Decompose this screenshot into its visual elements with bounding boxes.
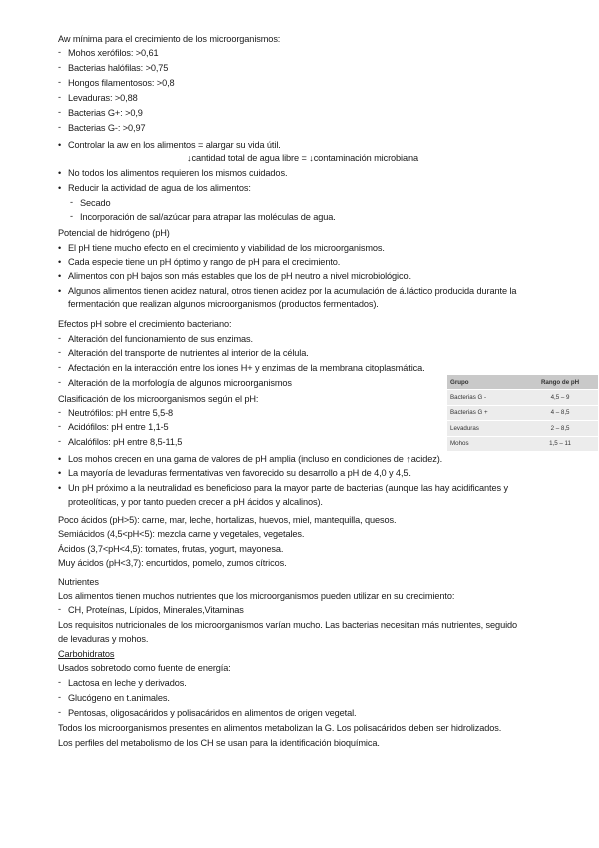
bullet-marker: • bbox=[58, 468, 62, 478]
table-header: Rango de pH bbox=[522, 375, 598, 390]
bullet-marker: • bbox=[58, 140, 62, 150]
dash-marker: ‐ bbox=[70, 197, 74, 207]
bullet-text: Controlar la aw en los alimentos = alargar su vida útil. bbox=[68, 140, 281, 150]
table-row bbox=[447, 405, 598, 421]
dash-marker: ‐ bbox=[58, 377, 62, 387]
carbohidratos-title: Carbohidratos bbox=[58, 649, 115, 659]
dash-marker: ‐ bbox=[58, 107, 62, 117]
table-cell: 4 – 8,5 bbox=[522, 405, 598, 421]
table-row bbox=[447, 436, 598, 451]
table-cell: Bacterias G + bbox=[447, 405, 522, 421]
acidity-line: Ácidos (3,7<pH<4,5): tomates, frutas, yogurt, mayonesa. bbox=[58, 544, 284, 554]
dash-marker: ‐ bbox=[58, 407, 62, 417]
bullet-marker: • bbox=[58, 257, 62, 267]
bullet-text: Los mohos crecen en una gama de valores de pH amplia (incluso en condiciones de ↑acidez). bbox=[68, 454, 443, 464]
table-cell: Levaduras bbox=[447, 421, 522, 437]
dash-marker: ‐ bbox=[58, 604, 62, 614]
list-item: Alcalófilos: pH entre 8,5-11,5 bbox=[68, 437, 183, 447]
dash-marker: ‐ bbox=[58, 436, 62, 446]
table-row bbox=[447, 421, 598, 437]
table-cell: Mohos bbox=[447, 436, 522, 451]
clasif-title: Clasificación de los microorganismos según el pH: bbox=[58, 394, 259, 404]
list-item: Bacterias halófilas: >0,75 bbox=[68, 63, 169, 73]
paragraph: Los requisitos nutricionales de los microorganismos varían mucho. Las bacterias necesitan más nutrientes, seguido bbox=[58, 620, 518, 630]
table-cell: Bacterias G - bbox=[447, 390, 522, 406]
bullet-marker: • bbox=[58, 168, 62, 178]
paragraph-cont: de levaduras y mohos. bbox=[58, 634, 149, 644]
list-item: Bacterias G+: >0,9 bbox=[68, 108, 143, 118]
table-cell: 4,5 – 9 bbox=[522, 390, 598, 406]
table-cell: 1,5 – 11 bbox=[522, 436, 598, 451]
paragraph: Usados sobretodo como fuente de energía: bbox=[58, 663, 231, 673]
bullet-marker: • bbox=[58, 483, 62, 493]
list-item: Secado bbox=[80, 198, 111, 208]
ph-range-table bbox=[447, 375, 598, 451]
paragraph: Los perfiles del metabolismo de los CH se usan para la identificación bioquímica. bbox=[58, 738, 380, 748]
bullet-text: Un pH próximo a la neutralidad es beneficioso para la mayor parte de bacterias (aunque las hay acidificantes y bbox=[68, 483, 508, 493]
bullet-marker: • bbox=[58, 286, 62, 296]
bullet-marker: • bbox=[58, 271, 62, 281]
bullet-text: Algunos alimentos tienen acidez natural, otros tienen acidez por la acumulación de á.láctico producida durante la bbox=[68, 286, 517, 296]
bullet-marker: • bbox=[58, 454, 62, 464]
dash-marker: ‐ bbox=[58, 333, 62, 343]
list-item: Alteración del funcionamiento de sus enzimas. bbox=[68, 334, 253, 344]
ph-title: Potencial de hidrógeno (pH) bbox=[58, 228, 170, 238]
bullet-text: La mayoría de levaduras fermentativas ven favorecido su desarrollo a pH de 4,0 y 4,5. bbox=[68, 468, 411, 478]
list-item: Lactosa en leche y derivados. bbox=[68, 678, 187, 688]
aw-title: Aw mínima para el crecimiento de los microorganismos: bbox=[58, 34, 281, 44]
bullet-marker: • bbox=[58, 183, 62, 193]
dash-marker: ‐ bbox=[58, 92, 62, 102]
dash-marker: ‐ bbox=[58, 62, 62, 72]
dash-marker: ‐ bbox=[58, 77, 62, 87]
bullet-text: Alimentos con pH bajos son más estables que los de pH neutro a nivel microbiológico. bbox=[68, 271, 411, 281]
acidity-line: Poco ácidos (pH>5): carne, mar, leche, hortalizas, huevos, miel, mantequilla, quesos. bbox=[58, 515, 397, 525]
bullet-text: Cada especie tiene un pH óptimo y rango de pH para el crecimiento. bbox=[68, 257, 341, 267]
list-item: CH, Proteínas, Lípidos, Minerales,Vitaminas bbox=[68, 605, 244, 615]
arrow-line: ↓cantidad total de agua libre = ↓contaminación microbiana bbox=[187, 153, 419, 163]
table-header: Grupo bbox=[447, 375, 522, 390]
acidity-line: Muy ácidos (pH<3,7): encurtidos, pomelo, zumos cítricos. bbox=[58, 558, 287, 568]
bullet-marker: • bbox=[58, 243, 62, 253]
bullet-text: Reducir la actividad de agua de los alimentos: bbox=[68, 183, 251, 193]
list-item: Afectación en la interacción entre los iones H+ y enzimas de la membrana citoplasmática. bbox=[68, 363, 425, 373]
list-item: Acidófilos: pH entre 1,1-5 bbox=[68, 422, 169, 432]
bullet-text-cont: proteolíticas, y por tanto pueden crecer a pH ácidos y alcalinos). bbox=[68, 497, 323, 507]
list-item: Bacterias G-: >0,97 bbox=[68, 123, 146, 133]
dash-marker: ‐ bbox=[58, 677, 62, 687]
paragraph: Todos los microorganismos presentes en alimentos metabolizan la G. Los polisacáridos deben ser hidrolizados. bbox=[58, 723, 502, 733]
bullet-text-cont: fermentación que realizan algunos microorganismos (productos fermentados). bbox=[68, 299, 379, 309]
dash-marker: ‐ bbox=[58, 362, 62, 372]
list-item: Incorporación de sal/azúcar para atrapar las moléculas de agua. bbox=[80, 212, 336, 222]
list-item: Levaduras: >0,88 bbox=[68, 93, 138, 103]
table-header-row bbox=[447, 375, 598, 390]
dash-marker: ‐ bbox=[58, 692, 62, 702]
dash-marker: ‐ bbox=[58, 122, 62, 132]
acidity-line: Semiácidos (4,5<pH<5): mezcla carne y vegetales, vegetales. bbox=[58, 529, 305, 539]
bullet-text: El pH tiene mucho efecto en el crecimiento y viabilidad de los microorganismos. bbox=[68, 243, 385, 253]
dash-marker: ‐ bbox=[58, 421, 62, 431]
bullet-text: No todos los alimentos requieren los mismos cuidados. bbox=[68, 168, 288, 178]
list-item: Mohos xerófilos: >0,61 bbox=[68, 48, 159, 58]
paragraph: Los alimentos tienen muchos nutrientes que los microorganismos pueden utilizar en su crecimiento: bbox=[58, 591, 455, 601]
list-item: Alteración de la morfología de algunos microorganismos bbox=[68, 378, 292, 388]
dash-marker: ‐ bbox=[58, 707, 62, 717]
list-item: Glucógeno en t.animales. bbox=[68, 693, 170, 703]
list-item: Alteración del transporte de nutrientes al interior de la célula. bbox=[68, 348, 309, 358]
table-cell: 2 – 8,5 bbox=[522, 421, 598, 437]
nutrientes-title: Nutrientes bbox=[58, 577, 99, 587]
dash-marker: ‐ bbox=[58, 347, 62, 357]
efectos-title: Efectos pH sobre el crecimiento bacteriano: bbox=[58, 319, 232, 329]
dash-marker: ‐ bbox=[70, 211, 74, 221]
list-item: Neutrófilos: pH entre 5,5-8 bbox=[68, 408, 174, 418]
dash-marker: ‐ bbox=[58, 47, 62, 57]
list-item: Hongos filamentosos: >0,8 bbox=[68, 78, 175, 88]
list-item: Pentosas, oligosacáridos y polisacáridos en alimentos de origen vegetal. bbox=[68, 708, 357, 718]
table-row bbox=[447, 390, 598, 406]
